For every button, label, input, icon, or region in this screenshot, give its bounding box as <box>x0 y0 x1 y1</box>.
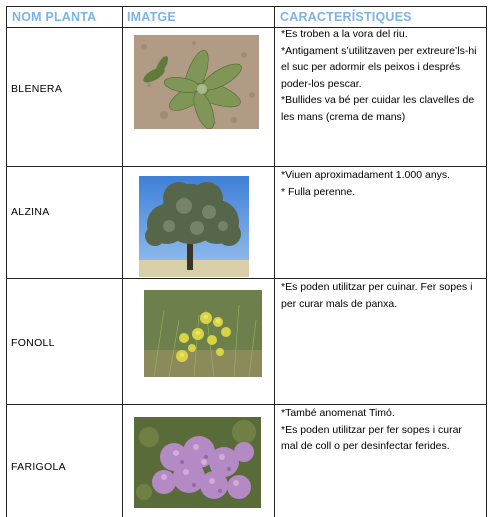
trait-line: *Es troben a la vora del riu. <box>281 28 408 40</box>
trait-line: *Viuen aproximadament 1.000 anys. <box>281 169 451 181</box>
trait-line: * Fulla perenne. <box>281 185 356 198</box>
column-divider-2 <box>274 6 275 517</box>
table-border-left <box>6 6 7 517</box>
trait-line: *Antigament s’utilitzaven per extreure’ls-hi el suc per adormir els peixos i després poder-los pescar. <box>281 44 477 90</box>
plant-name-alzina: ALZINA <box>11 206 50 218</box>
trait-line: *Es poden utilitzar per fer sopes i curar mal de coll o per desinfectar ferides. <box>281 423 462 452</box>
header-caracteristiques: CARACTERÍSTIQUES <box>280 10 412 24</box>
holm-oak-tree-photo <box>139 176 249 277</box>
header-nom-planta: NOM PLANTA <box>12 10 97 24</box>
trait-line: *Bullides va bé per cuidar les clavelles de les mans (crema de mans) <box>281 94 475 123</box>
plant-traits-blenera <box>281 26 481 125</box>
trait-line: *Es poden utilitzar per cuinar. Fer sopes i per curar mals de panxa. <box>281 281 473 310</box>
thyme-flowers-photo <box>134 417 261 508</box>
mullein-plant-photo <box>134 35 259 129</box>
plant-name-blenera: BLENERA <box>11 83 63 95</box>
plant-name-farigola: FARIGOLA <box>11 461 66 473</box>
plant-traits-farigola <box>281 405 481 455</box>
plant-traits-alzina <box>281 167 481 200</box>
trait-line: *També anomenat Timó. <box>281 407 395 419</box>
plant-name-fonoll: FONOLL <box>11 337 55 349</box>
plant-traits-fonoll <box>281 279 481 312</box>
table-border-right <box>486 6 487 517</box>
header-imatge: IMATGE <box>127 10 176 24</box>
plants-table <box>6 6 487 517</box>
column-divider-1 <box>122 6 123 517</box>
fennel-plant-photo <box>144 290 262 377</box>
